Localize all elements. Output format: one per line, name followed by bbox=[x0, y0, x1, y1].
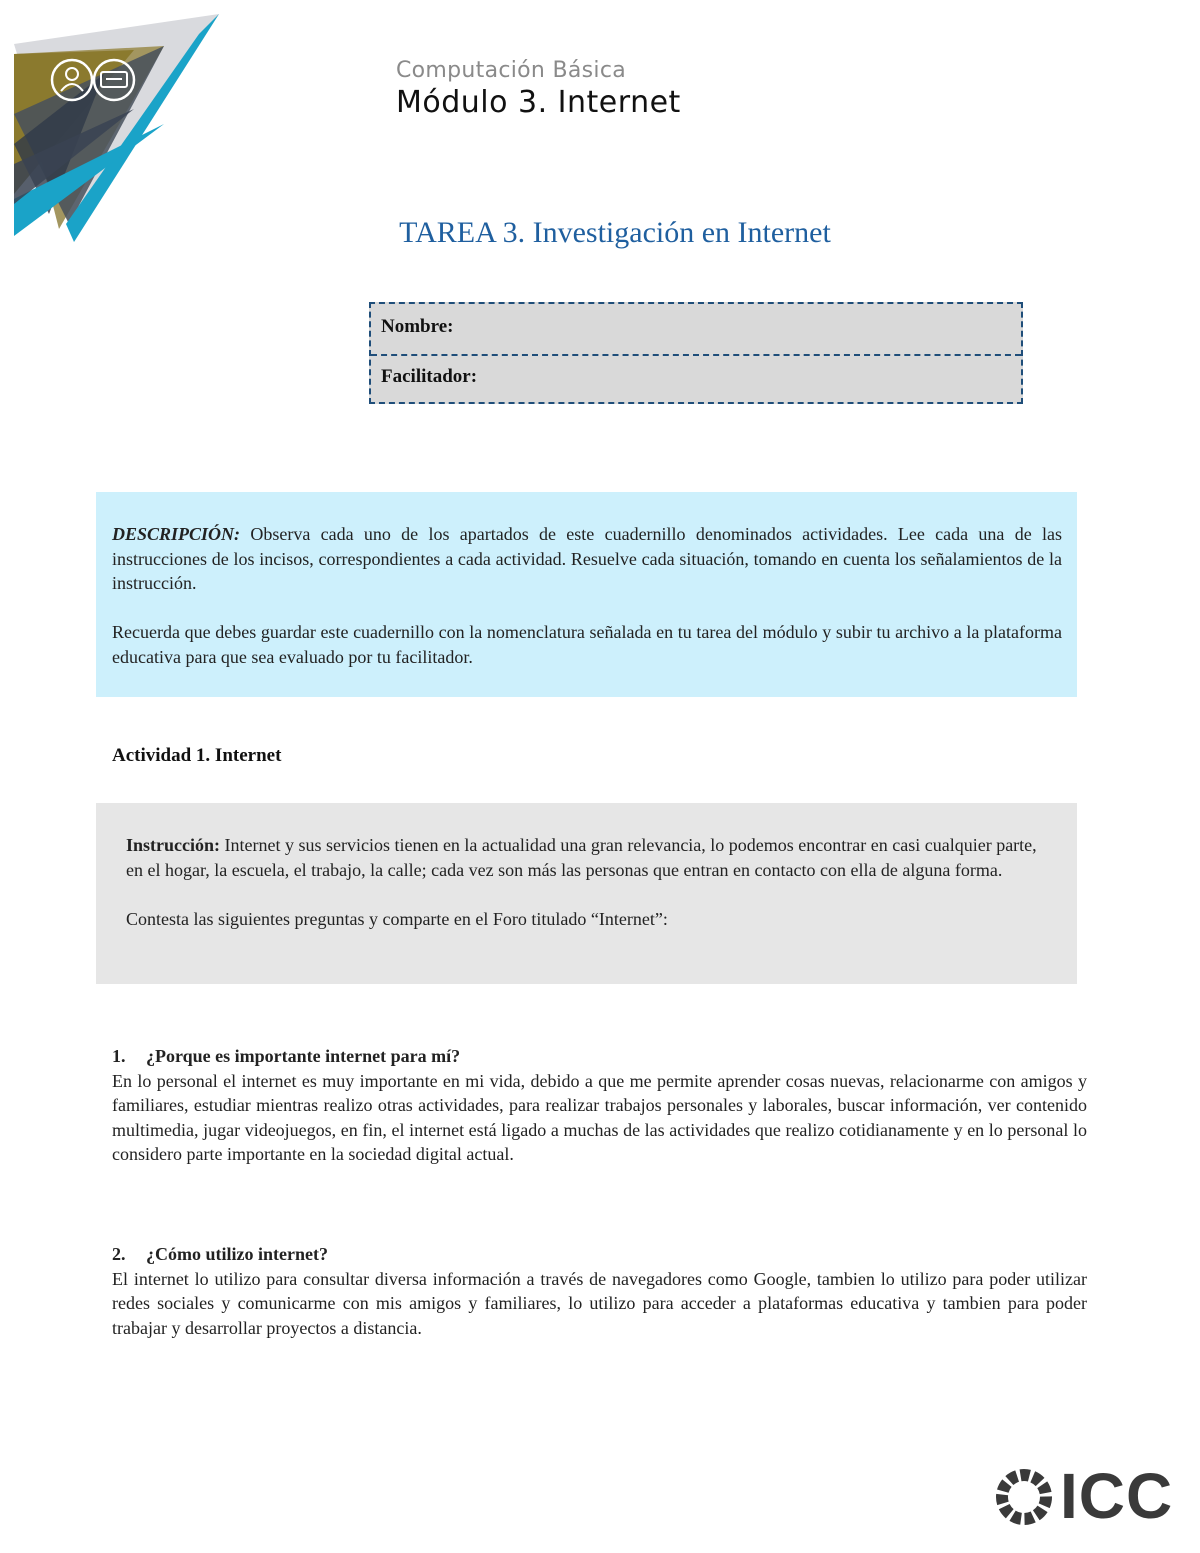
instruction-label: Instrucción: bbox=[126, 835, 220, 855]
activity-heading: Actividad 1. Internet bbox=[112, 745, 282, 766]
question-number: 2. bbox=[112, 1244, 126, 1264]
question-text: ¿Cómo utilizo internet? bbox=[146, 1244, 328, 1264]
answer-text[interactable]: El internet lo utilizo para consultar diversa información a través de navegadores como Google, tambien lo utilizo para poder utilizar redes sociales y comunicarme con mis amigos y familiares, lo utilizo para acceder a plataformas educativa y tambien para poder trabajar y desarrollar proyectos a distancia. bbox=[112, 1268, 1087, 1338]
name-label: Nombre: bbox=[381, 316, 454, 337]
answer-text[interactable]: En lo personal el internet es muy importante en mi vida, debido a que me permite aprender cosas nuevas, relacionarme con amigos y familiares, estudiar mientras realizo otras actividades, para realizar trabajos personales y laborales, buscar información, ver contenido multimedia, jugar videojuegos, en fin, el internet está ligado a muchas de las actividades que realizo cotidianamente y en lo personal lo considero parte importante en la sociedad digital actual. bbox=[112, 1070, 1087, 1165]
course-name: Computación Básica bbox=[396, 58, 626, 83]
facilitator-row[interactable] bbox=[371, 354, 1021, 404]
instruction-paragraph bbox=[126, 833, 1047, 882]
description-paragraph bbox=[112, 522, 1062, 596]
task-title: TAREA 3. Investigación en Internet bbox=[399, 216, 831, 249]
facilitator-label: Facilitador: bbox=[381, 366, 478, 387]
instruction-text: Internet y sus servicios tienen en la actualidad una gran relevancia, lo podemos encontrar en casi cualquier parte, en el hogar, la escuela, el trabajo, la calle; cada vez son más las personas que entran en contacto con ella de alguna forma. bbox=[126, 835, 1037, 880]
description-text: Observa cada uno de los apartados de este cuadernillo denominados actividades. Lee cada una de las instrucciones de los incisos, correspondientes a cada actividad. Resuelve cada situación, tomando en cuenta los señalamientos de la instrucción. bbox=[112, 524, 1062, 593]
icc-logo-text: ICC bbox=[1060, 1460, 1174, 1532]
question-number: 1. bbox=[112, 1046, 126, 1066]
question-block bbox=[112, 1044, 1087, 1167]
instruction-prompt: Contesta las siguientes preguntas y comparte en el Foro titulado “Internet”: bbox=[126, 908, 668, 929]
header-logo-graphic bbox=[14, 14, 224, 246]
icc-gear-icon bbox=[992, 1465, 1056, 1529]
description-box bbox=[96, 492, 1077, 697]
question-title bbox=[112, 1242, 1087, 1267]
student-info-table bbox=[369, 302, 1023, 404]
question-block bbox=[112, 1242, 1087, 1340]
name-row[interactable] bbox=[371, 304, 1021, 356]
instruction-box bbox=[96, 803, 1077, 984]
question-text: ¿Porque es importante internet para mí? bbox=[146, 1046, 461, 1066]
module-title: Módulo 3. Internet bbox=[396, 85, 681, 120]
question-title bbox=[112, 1044, 1087, 1069]
description-reminder: Recuerda que debes guardar este cuadernillo con la nomenclatura señalada en tu tarea del módulo y subir tu archivo a la plataforma educativa para que sea evaluado por tu facilitador. bbox=[112, 622, 1062, 667]
description-label: DESCRIPCIÓN: bbox=[112, 524, 241, 544]
icc-logo bbox=[992, 1460, 1174, 1532]
